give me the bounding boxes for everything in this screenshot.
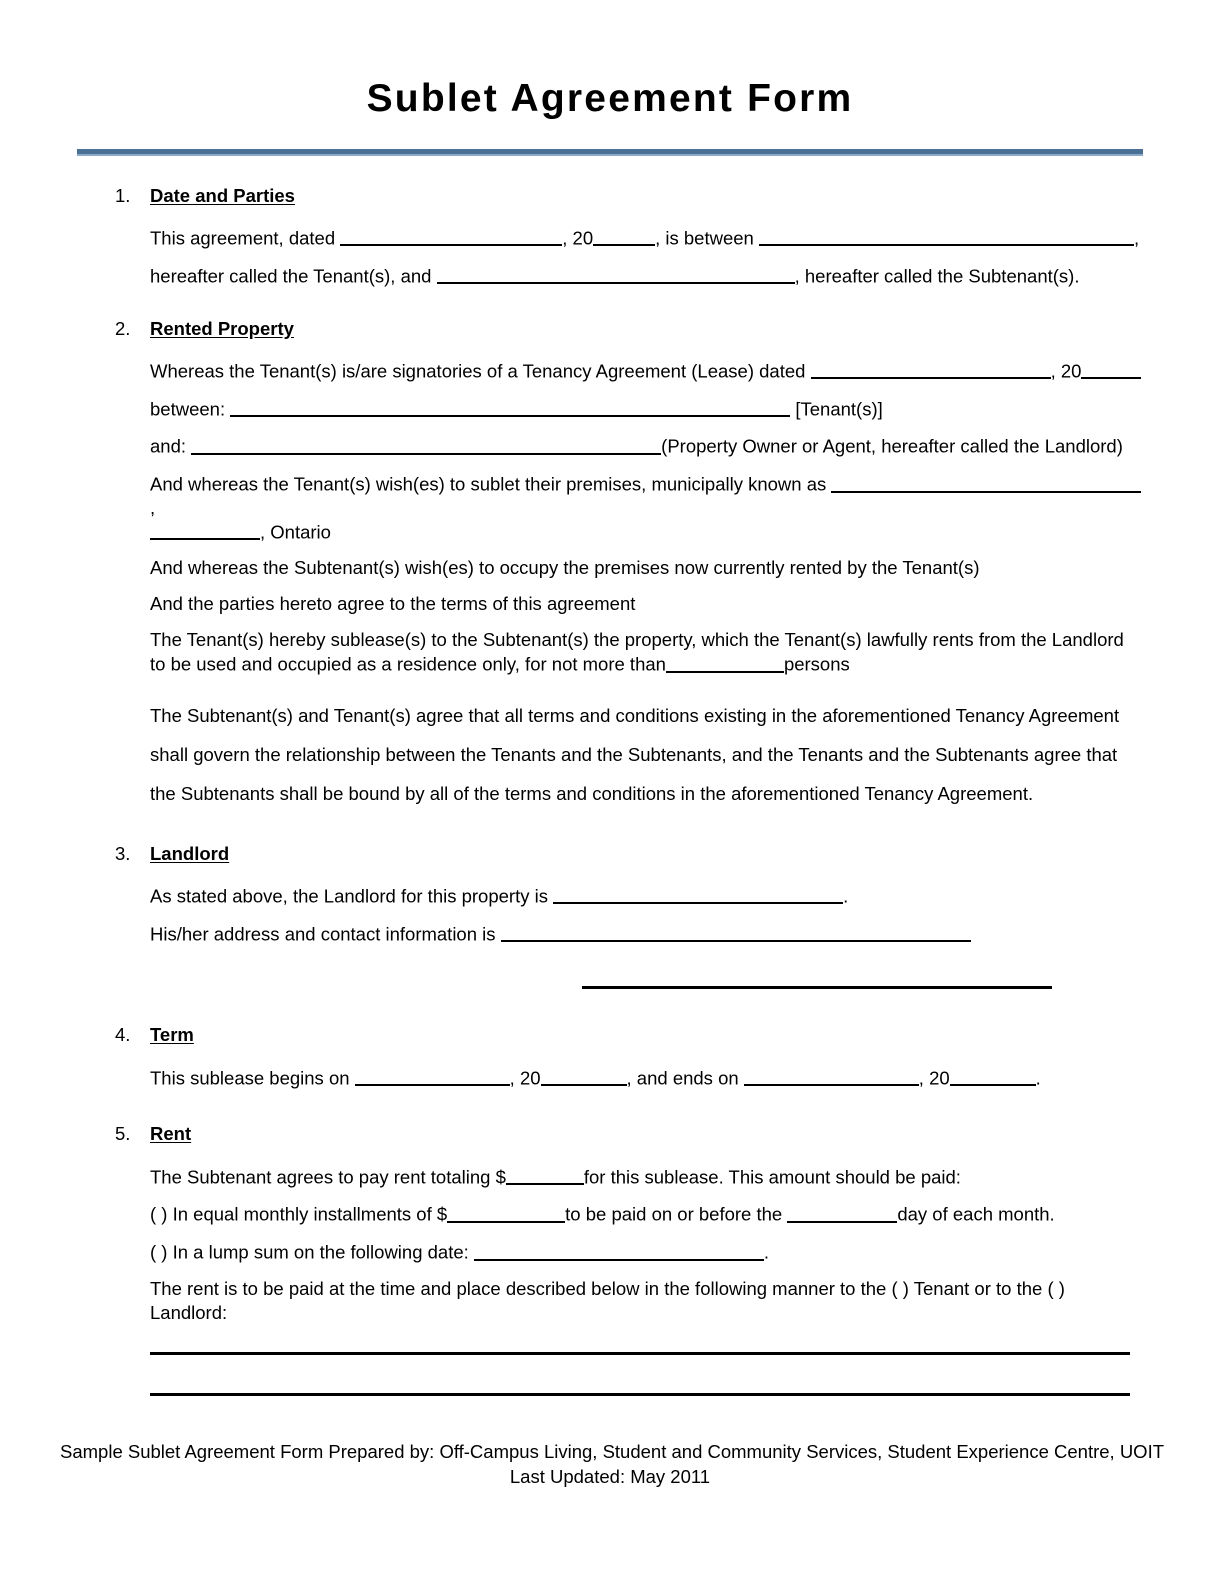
text-fragment: , 20 (1050, 360, 1082, 382)
blank-begin-date[interactable] (355, 1065, 510, 1086)
section-heading (77, 1122, 1143, 1145)
text-fragment: . (843, 885, 849, 907)
document-body (0, 184, 1220, 1326)
section-rented-property (77, 317, 1143, 814)
footer-line-prepared-by: Sample Sublet Agreement Form Prepared by: Off-Campus Living, Student and Community Services, Student Experience Centre, UOIT (60, 1440, 1165, 1462)
blank-max-persons[interactable] (666, 651, 784, 672)
text-fragment: [Tenant(s)] (795, 398, 883, 420)
blank-end-year[interactable] (950, 1065, 1036, 1086)
text-fragment: As stated above, the Landlord for this property is (150, 885, 548, 907)
title-divider (77, 149, 1143, 156)
blank-agreement-year[interactable] (593, 225, 655, 246)
blank-lease-date[interactable] (811, 358, 1051, 379)
blank-agreement-date[interactable] (340, 225, 562, 246)
blank-rent-manner-line-1[interactable] (150, 1352, 1130, 1355)
text-fragment: , Ontario (260, 521, 331, 543)
paragraph-terms-govern (77, 696, 1143, 814)
paragraph-rent-total (77, 1164, 1143, 1190)
text-fragment: The rent is to be paid at the time and place described below in the following manner to the ( ) Tenant or to the ( ) Landlord: (150, 1277, 1065, 1324)
section-term (77, 1023, 1143, 1090)
text-fragment: The Tenant(s) hereby sublease(s) to the Subtenant(s) the property, which the Tenant(s) lawfully rents from the Landlord to be used and occupied as a residence only, for not more than (150, 629, 1124, 675)
blank-rent-manner-line-2[interactable] (150, 1393, 1130, 1396)
text-fragment: hereafter called the Tenant(s), and (150, 265, 432, 287)
blank-lumpsum-date[interactable] (474, 1239, 764, 1260)
paragraph-subtenant-occupy (77, 556, 1143, 580)
section-number: 3. (115, 842, 131, 864)
section-number: 2. (115, 317, 131, 339)
section-title: Date and Parties (150, 184, 295, 206)
footer-line-last-updated: Last Updated: May 2011 (509, 1465, 711, 1487)
blank-tenant-name[interactable] (759, 225, 1134, 246)
blank-due-day[interactable] (787, 1201, 897, 1222)
text-fragment: persons (783, 653, 850, 675)
blank-landlord-name[interactable] (553, 883, 843, 904)
text-fragment: , and ends on (626, 1066, 739, 1088)
blank-lease-between-tenant[interactable] (230, 396, 790, 417)
text-fragment: . (1035, 1066, 1041, 1088)
text-fragment: The Subtenant agrees to pay rent totaling $ (150, 1165, 506, 1187)
text-fragment: And whereas the Subtenant(s) wish(es) to occupy the premises now currently rented by the Tenant(s) (150, 556, 980, 578)
text-fragment: His/her address and contact information is (150, 923, 496, 945)
section-title: Term (150, 1024, 194, 1046)
paragraph-agreement-date (77, 225, 1143, 251)
paragraph-rent-manner (77, 1277, 1143, 1326)
section-title: Landlord (150, 842, 230, 864)
paragraph-subtenant-name (77, 263, 1143, 289)
text-fragment: Whereas the Tenant(s) is/are signatories of a Tenancy Agreement (Lease) dated (150, 360, 806, 382)
section-title: Rented Property (150, 317, 294, 339)
paragraph-parties-agree (77, 592, 1143, 616)
rent-manner-write-in-area (0, 1352, 1220, 1396)
blank-monthly-amount[interactable] (447, 1201, 565, 1222)
text-fragment: And the parties hereto agree to the terms of this agreement (150, 592, 636, 614)
text-fragment: (Property Owner or Agent, hereafter called the Landlord) (661, 435, 1123, 457)
text-fragment: The Subtenant(s) and Tenant(s) agree that all terms and conditions existing in the aforementioned Tenancy Agreement shall govern the relationship between the Tenants and the Subtenants, and the Tenants and the Subtenants agree that the Subtenants shall be bound by all of the terms and conditions in the aforementioned Tenancy Agreement. (150, 704, 1120, 805)
section-number: 1. (115, 184, 131, 206)
section-landlord (77, 842, 1143, 990)
paragraph-landlord-name (77, 883, 1143, 909)
paragraph-term-dates (77, 1065, 1143, 1091)
blank-premises-address[interactable] (831, 471, 1141, 492)
blank-subtenant-name[interactable] (437, 263, 795, 284)
section-rent (77, 1122, 1143, 1325)
section-title: Rent (150, 1123, 192, 1145)
paragraph-rent-lumpsum (77, 1239, 1143, 1265)
blank-landlord-address-1[interactable] (501, 921, 971, 942)
text-fragment: and: (150, 435, 187, 457)
section-heading (77, 317, 1143, 340)
section-number: 5. (115, 1123, 131, 1145)
text-fragment: day of each month. (897, 1203, 1055, 1225)
text-fragment: And whereas the Tenant(s) wish(es) to sublet their premises, municipally known as (150, 473, 827, 495)
blank-lease-year[interactable] (1081, 358, 1141, 379)
paragraph-rent-monthly (77, 1201, 1143, 1227)
page-footer (0, 1440, 1220, 1490)
text-fragment: This agreement, dated (150, 227, 336, 249)
text-fragment: to be paid on or before the (565, 1203, 783, 1225)
text-fragment: This sublease begins on (150, 1066, 350, 1088)
blank-landlord-address-2[interactable] (582, 986, 1052, 989)
paragraph-sublease-grant (77, 628, 1143, 676)
blank-end-date[interactable] (744, 1065, 919, 1086)
text-fragment: ( ) In equal monthly installments of $ (150, 1203, 448, 1225)
blank-begin-year[interactable] (541, 1065, 627, 1086)
section-heading (77, 1023, 1143, 1046)
paragraph-lease-date (77, 358, 1143, 384)
text-fragment: . (763, 1241, 770, 1263)
section-heading (77, 842, 1143, 865)
blank-premises-city[interactable] (150, 519, 260, 540)
text-fragment: , hereafter called the Subtenant(s). (794, 265, 1080, 287)
text-fragment: , 20 (509, 1066, 541, 1088)
blank-lease-landlord[interactable] (191, 433, 661, 454)
text-fragment: , (150, 496, 156, 518)
text-fragment: ( ) In a lump sum on the following date: (150, 1241, 469, 1263)
blank-rent-total[interactable] (506, 1164, 584, 1185)
paragraph-premises-address (77, 471, 1143, 543)
text-fragment: , (1133, 227, 1140, 249)
text-fragment: for this sublease. This amount should be paid: (583, 1165, 961, 1187)
section-number: 4. (115, 1024, 131, 1046)
paragraph-landlord-address (77, 921, 1143, 947)
section-date-and-parties (77, 184, 1143, 289)
paragraph-lease-between (77, 396, 1143, 422)
text-fragment: , 20 (562, 227, 594, 249)
text-fragment: between: (150, 398, 226, 420)
text-fragment: , is between (655, 227, 754, 249)
page-title: Sublet Agreement Form (366, 77, 854, 120)
section-heading (77, 184, 1143, 207)
text-fragment: , 20 (918, 1066, 950, 1088)
paragraph-lease-and (77, 433, 1143, 459)
